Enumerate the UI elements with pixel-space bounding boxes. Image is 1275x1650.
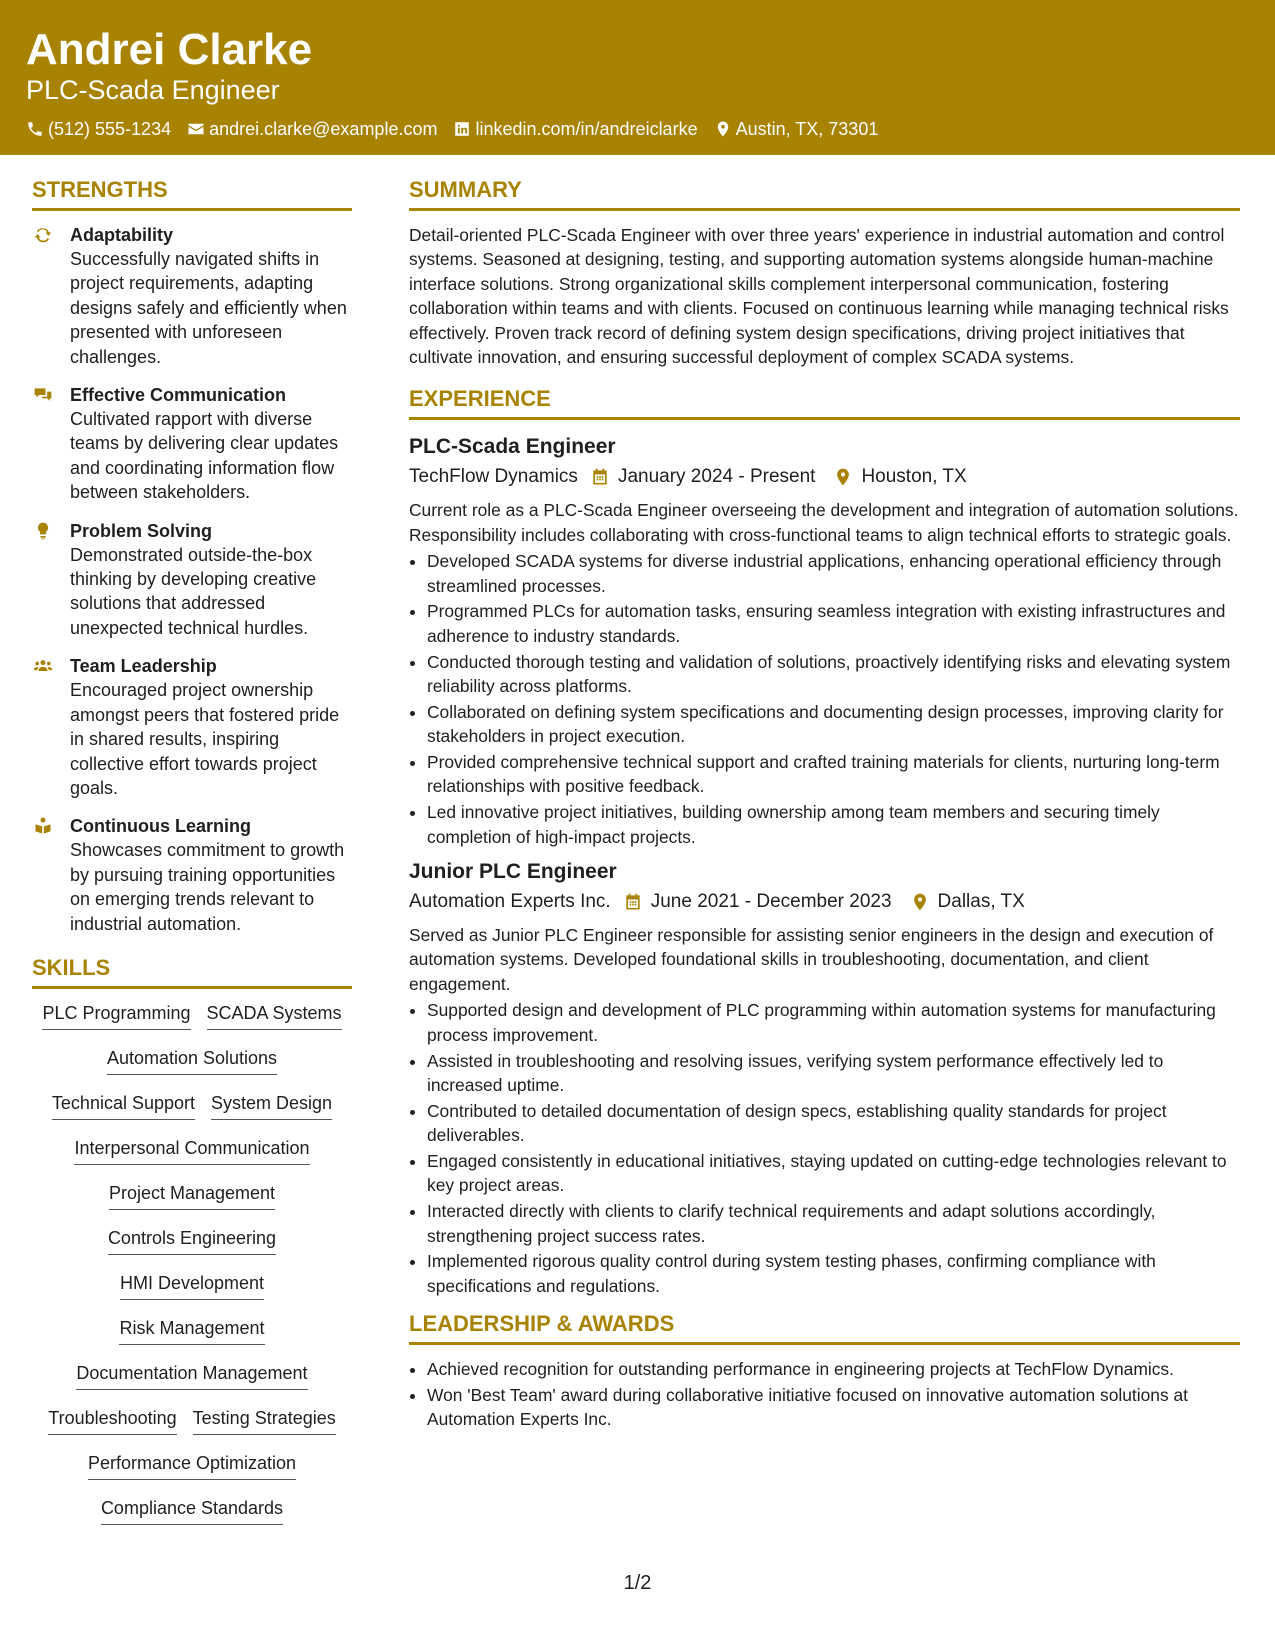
phone-icon [26,120,44,138]
skill-tag: System Design [211,1091,332,1120]
calendar-icon [623,892,643,912]
skill-tag: Risk Management [119,1316,264,1345]
skill-tag: Technical Support [52,1091,195,1120]
resume-header [0,0,1275,155]
strength-item [32,654,352,800]
strength-item [32,383,352,505]
skill-tag: SCADA Systems [207,1001,342,1030]
skill-tag: Automation Solutions [107,1046,277,1075]
skill-tag: Documentation Management [76,1361,307,1390]
skill-tag: PLC Programming [42,1001,190,1030]
job-meta [409,462,1240,492]
strength-item [32,223,352,369]
skill-tag: Testing Strategies [193,1406,336,1435]
job-title: Junior PLC Engineer [409,860,617,884]
strength-description: Demonstrated outside-the-box thinking by developing creative solutions that addressed unexpected technical hurdles. [70,544,317,638]
linkedin-icon [453,120,471,138]
contact-location-text: Austin, TX, 73301 [735,118,879,139]
job-meta [409,887,1240,917]
skill-tag: HMI Development [120,1271,264,1300]
job-bullet: • Conducted thorough testing and validation of solutions, proactively identifying risks and elevating system reliability across platforms. [427,650,1240,699]
refresh-icon [32,225,54,245]
strength-item [32,519,352,641]
awards-heading: LEADERSHIP & AWARDS [409,1310,1240,1345]
job-description: Served as Junior PLC Engineer responsible for assisting senior engineers in the design and execution of automation systems. Developed foundational skills in troubleshooting, documentation, and client engagement. [409,925,1214,994]
users-icon [32,656,54,676]
strength-name: Continuous Learning [70,816,251,837]
job-bullet: • Engaged consistently in educational initiatives, staying updated on cutting-edge technologies relevant to key project areas. [427,1149,1240,1198]
job-location: Dallas, TX [937,891,1025,913]
job-company: Automation Experts Inc. [409,891,611,913]
candidate-title: PLC-Scada Engineer [26,75,280,105]
job-bullet: • Interacted directly with clients to clarify technical requirements and adapt solutions accordingly, strengthening project success rates. [427,1199,1240,1248]
job-bullets [409,549,1240,849]
job-location: Houston, TX [861,466,967,488]
envelope-icon [187,120,205,138]
skill-tag: Troubleshooting [48,1406,176,1435]
job-dates: January 2024 - Present [617,466,816,488]
job-bullets [409,998,1240,1298]
contact-phone[interactable] [26,119,171,140]
job-bullet: • Collaborated on defining system specifications and documenting design processes, improving clarity for stakeholders in project execution. [427,700,1240,749]
job-title: PLC-Scada Engineer [409,435,616,459]
contact-location [714,119,879,140]
job-bullet: • Programmed PLCs for automation tasks, ensuring seamless integration with existing infrastructures and adherence to industry standards. [427,599,1240,648]
location-pin-icon [910,892,930,912]
award-bullet: • Won 'Best Team' award during collaborative initiative focused on innovative automation solutions at Automation Experts Inc. [427,1383,1240,1432]
contact-linkedin-text: linkedin.com/in/andreiclarke [475,118,698,139]
strength-item [32,814,352,936]
strength-description: Successfully navigated shifts in project requirements, adapting designs safely and efficiently when presented with unforeseen challenges. [70,249,347,367]
right-column [409,176,1240,1440]
strength-description: Showcases commitment to growth by pursuing training opportunities on emerging trends relevant to industrial automation. [70,840,345,934]
job-bullet: • Provided comprehensive technical support and crafted training materials for clients, nurturing long-term relationships with positive feedback. [427,750,1240,799]
summary-heading: SUMMARY [409,176,1240,211]
job-bullet: • Led innovative project initiatives, building ownership among team members and securing timely completion of high-impact projects. [427,800,1240,849]
job-dates: June 2021 - December 2023 [650,891,892,913]
job-bullet: • Implemented rigorous quality control during system testing phases, confirming compliance with specifications and regulations. [427,1249,1240,1298]
skill-tag: Project Management [109,1181,275,1210]
contact-email-text: andrei.clarke@example.com [209,118,438,139]
location-pin-icon [714,120,732,138]
strength-description: Cultivated rapport with diverse teams by delivering clear updates and coordinating information flow between stakeholders. [70,409,339,503]
left-column [32,176,352,1541]
summary-text: Detail-oriented PLC-Scada Engineer with over three years' experience in industrial automation and control systems. Seasoned at designing, testing, and supporting automation systems alongside human-machine interface solutions. Strong organizational skills complement interpersonal communication, fostering collaboration within teams and with clients. Focused on continuous learning while managing technical risks effectively. Proven track record of defining system design specifications, driving project initiatives that cultivate innovation, and ensuring successful deployment of complex SCADA systems. [409,225,1229,368]
strength-name: Problem Solving [70,520,213,541]
job-company: TechFlow Dynamics [409,466,578,488]
skill-tag: Compliance Standards [101,1496,283,1525]
skill-tag: Performance Optimization [88,1451,296,1480]
job-bullet: • Contributed to detailed documentation of design specs, establishing quality standards for project deliverables. [427,1099,1240,1148]
book-reader-icon [32,816,54,836]
awards-list [409,1357,1240,1432]
contact-phone-text: (512) 555-1234 [48,118,172,139]
job-bullet: • Developed SCADA systems for diverse industrial applications, enhancing operational efficiency through streamlined processes. [427,549,1240,598]
skill-tag: Controls Engineering [108,1226,276,1255]
skills-heading: SKILLS [32,954,352,989]
contact-linkedin[interactable] [453,119,697,140]
calendar-icon [590,467,610,487]
comments-icon [32,385,54,405]
skill-tag: Interpersonal Communication [74,1136,309,1165]
contact-email[interactable] [187,119,437,140]
award-bullet: • Achieved recognition for outstanding performance in engineering projects at TechFlow Dynamics. [427,1357,1240,1381]
lightbulb-icon [32,521,54,541]
strengths-heading: STRENGTHS [32,176,352,211]
candidate-name: Andrei Clarke [26,25,313,74]
job-description: Current role as a PLC-Scada Engineer overseeing the development and integration of automation solutions. Responsibility includes collaborating with cross-functional teams to align technical efforts to strategic goals. [409,500,1239,545]
strength-name: Effective Communication [70,385,287,406]
skills-list [32,1001,352,1541]
job-entry [409,857,1240,1298]
job-bullet: • Supported design and development of PLC programming within automation systems for manufacturing process improvement. [427,998,1240,1047]
page-number: 1/2 [623,1572,652,1594]
contact-bar [26,116,878,142]
strength-name: Adaptability [70,225,174,245]
job-bullet: • Assisted in troubleshooting and resolving issues, verifying system performance effectively led to increased uptime. [427,1049,1240,1098]
strength-description: Encouraged project ownership amongst peers that fostered pride in shared results, inspiring collective effort towards project goals. [70,680,340,798]
location-pin-icon [833,467,853,487]
experience-heading: EXPERIENCE [409,385,1240,420]
job-entry [409,432,1240,849]
strength-name: Team Leadership [70,656,217,677]
